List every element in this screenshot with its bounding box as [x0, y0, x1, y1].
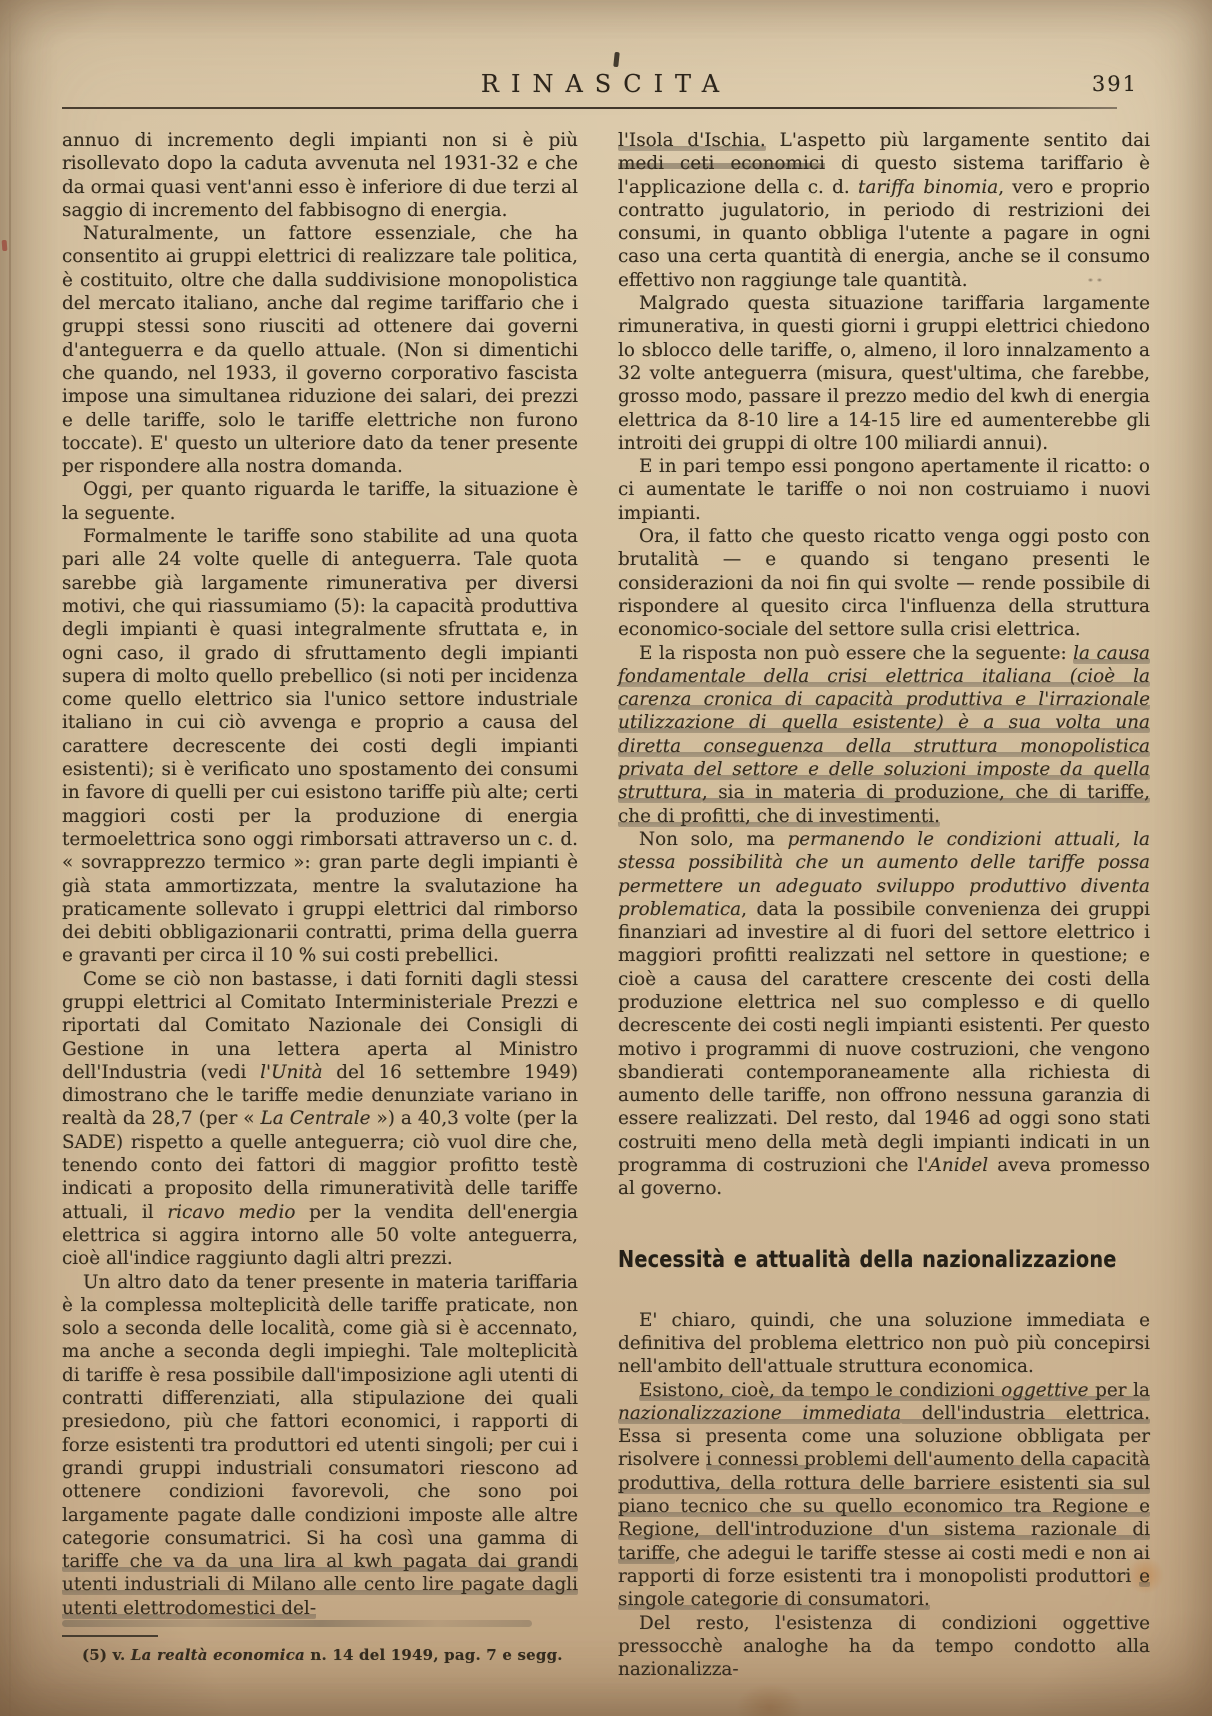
text-run: Un altro dato da tener presente in materia tariffaria è la complessa molteplicità delle tariffe praticate, non solo a seconda delle località, come già si è accennato, ma anche a seconda degli impieghi. Tale molteplicità di tariffe è resa possibile dall'imposizione agli utenti di contratti differenziati, alla stipulazione dei quali presiedono, più che fattori economici, i rapporti di forze esistenti tra produttori ed utenti singoli; per cui i grandi gruppi industriali consumatori riescono ad ottenere condizioni favorevoli, che sono poi largamente pagate dalle condizioni imposte alle altre categorie consumatrici. Si ha così una gamma di — [62, 1271, 578, 1549]
footnote-rule — [62, 1635, 158, 1637]
text-run: La Centrale — [260, 1108, 371, 1130]
text-run: E la risposta non può essere che la seguente: — [639, 642, 1074, 664]
text-run: E in pari tempo essi pongono apertamente il ricatto: o ci aumentate le tariffe o noi non costruiamo i nuovi impianti. — [618, 456, 1150, 524]
text-run: l'Unità — [260, 1061, 323, 1083]
text-run: Del resto, l'esistenza di condizioni oggettive pressocchè analoghe ha da tempo condotto alla nazionalizza- — [618, 1612, 1150, 1681]
text-run: aveva promesso al governo. — [618, 1155, 1150, 1200]
pencil-marked-text: medi ceti economici — [618, 153, 826, 175]
paragraph — [618, 1309, 1150, 1379]
paragraph — [62, 129, 578, 222]
text-run: Ora, il fatto che questo ricatto venga oggi posto con brutalità — e quando si tengano presenti le considerazioni da noi fin qui svolte — rende possibile di rispondere al quesito circa l'influenza della struttura economico-sociale del settore sulla crisi elettrica. — [618, 526, 1150, 641]
pencil-marked-text: e singole categorie di consumatori. — [618, 1565, 1150, 1611]
paragraph — [62, 968, 578, 1271]
paragraph — [618, 455, 1150, 525]
paragraph — [618, 828, 1150, 1201]
pencil-marked-text: , sia in materia di produzione, che di tariffe, che di profitti, che di investimenti. — [618, 782, 1150, 827]
footnote — [62, 1620, 578, 1681]
text-run: del 16 settembre 1949) dimostrano che le tariffe medie denunziate variano in realtà da 28,7 (per « — [62, 1061, 578, 1130]
text-run: Anidel — [928, 1155, 989, 1177]
text-run: Essa si presenta come una soluzione obbligata per risolvere — [618, 1426, 1150, 1471]
right-column — [618, 129, 1150, 1681]
text-run: permanendo le condizioni attuali, la stessa possibilità che un aumento delle tariffe possa permettere un adeguato sviluppo produttivo diventa problematica — [618, 828, 1150, 920]
paper-crease — [9, 0, 11, 1716]
text-run: Come se ciò non bastasse, i dati forniti dagli stessi gruppi elettrici al Comitato Interministeriale Prezzi e riportati dal Comitato Nazionale dei Consigli di Gestione in una lettera aperta al Ministro dell'Industria (vedi — [62, 968, 578, 1083]
text-run: di questo sistema tariffario è l'applicazione della c. d. — [618, 153, 1150, 198]
text-run: E' chiaro, quindi, che una soluzione immediata e definitiva del problema elettrico non può più concepirsi nell'ambito dell'attuale struttura economica. — [618, 1309, 1150, 1378]
pencil-marked-text: nazionalizzazione immediata — [618, 1402, 902, 1424]
right-column-text — [618, 129, 1150, 1681]
paragraph — [62, 478, 578, 525]
pencil-speck — [1086, 276, 1104, 284]
text-run: La realtà economica — [130, 1646, 305, 1664]
text-run: Oggi, per quanto riguarda le tariffe, la situazione è la seguente. — [62, 479, 578, 524]
text-run: ») a 40,3 volte (per la SADE) rispetto a quelle anteguerra; ciò vuol dire che, tenendo conto dei fattori di maggior profitto testè indicati a proposito della rimuneratività delle tariffe attuali, il — [62, 1108, 579, 1223]
text-run: Naturalmente, un fattore essenziale, che ha consentito ai gruppi elettrici di realizzare tale politica, è costituito, oltre che dalla suddivisione monopolistica del mercato italiano, anche dal regime tariffario che i gruppi stessi sono riusciti ad ottenere dai governi d'anteguerra e da quello attuale. (Non si dimentichi che quando, nel 1933, il governo corporativo fascista impose una simultanea riduzione dei salari, dei prezzi e delle tariffe, solo le tariffe elettriche non furono toccate). E' questo un ulteriore dato da tener presente per rispondere alla nostra domanda. — [62, 223, 578, 478]
text-run: Formalmente le tariffe sono stabilite ad una quota pari alle 24 volte quelle di anteguerra. Tale quota sarebbe già largamente rimunerativa per diversi motivi, che qui riassumiamo (5): la capacità produttiva degli impianti è quasi integralmente sfruttata e, in ogni caso, il grado di sfruttamento degli impianti supera di molto quello prebellico (si noti per incidenza come quello elettrico sia l'unico settore industriale italiano in cui ciò avvenga e proprio a causa del carattere decrescente dei costi degli impianti esistenti); si è verificato uno spostamento dei consumi in favore di quelli per cui esistono tariffe più alte; certi maggiori costi per la produzione di energia termoelettrica sono oggi rimborsati attraverso un c. d. « sovrapprezzo termico »: gran parte degli impianti è già stata ammortizzata, mentre la svalutazione ha praticamente sollevato i gruppi elettrici dal rimborso dei debiti obbligazionarii contratti, prima della guerra e gravanti per circa il 10 % sui costi prebellici. — [62, 526, 578, 967]
red-speck — [2, 240, 8, 251]
pencil-marked-text: oggettive — [1001, 1379, 1089, 1401]
section-heading: Necessità e attualità della nazionalizzazione — [618, 1246, 1117, 1273]
paragraph — [618, 292, 1150, 455]
left-column-text — [62, 129, 578, 1620]
paragraph — [62, 222, 578, 478]
text-run: tariffa binomia — [858, 176, 999, 198]
left-column — [62, 129, 579, 1664]
footnote-text — [62, 1646, 578, 1665]
pencil-smudge — [62, 1620, 532, 1627]
pencil-marked-text: per la — [1088, 1379, 1150, 1401]
text-run: L'aspetto più largamente sentito dai — [765, 130, 1150, 151]
text-run: , che adegui le tariffe stesse ai costi medi e non ai rapporti di forze esistenti tra i monopolisti produttori — [618, 1542, 1150, 1587]
text-run: Malgrado questa situazione tariffaria largamente rimunerativa, in questi giorni i gruppi elettrici chiedono lo sblocco delle tariffe, o, almeno, il loro innalzamento a 32 volte anteguerra (misura, quest'ultima, che farebbe, grosso modo, passare il prezzo medio del kwh di energia elettrica da 8-10 lire a 14-15 lire ed aumenterebbe gli introiti dei gruppi di oltre 100 miliardi annui). — [618, 293, 1150, 454]
text-run: annuo di incremento degli impianti non si è più risollevato dopo la caduta avvenuta nel 1931-32 e che da ormai quasi vent'anni esso è inferiore di due terzi al saggio di incremento del fabbisogno di energia. — [62, 130, 578, 221]
page-number: 391 — [1091, 72, 1138, 96]
paragraph — [618, 642, 1150, 828]
page-header — [0, 0, 1212, 98]
paragraph — [62, 525, 578, 968]
text-run: n. 14 del 1949, pag. 7 e segg. — [304, 1646, 563, 1664]
pencil-marked-text: tariffe che va da una lira al kwh pagata dai grandi utenti industriali di Milano alle cento lire pagate dagli utenti elettrodomestici del- — [62, 1551, 578, 1619]
paragraph — [618, 129, 1150, 292]
paragraph — [618, 1612, 1150, 1682]
pencil-marked-text: l'Isola d'Ischia. — [618, 130, 766, 151]
pencil-marked-text: i connessi problemi dell'aumento della capacità produttiva, della rottura delle barriere esistenti sia sul piano tecnico che su quello economico tra Regione e Regione, dell'introduzione d'un sistema razionale di tariffe — [618, 1449, 1151, 1564]
paragraph — [62, 1271, 578, 1620]
text-run: Non solo, ma — [639, 828, 788, 850]
text-run: (5) v. — [82, 1646, 131, 1664]
pencil-marked-text: la causa fondamentale della crisi elettrica italiana (cioè la carenza cronica di capacità produttiva e l'irrazionale utilizzazione di quella esistente) è a sua volta una diretta conseguenza della struttura monopolistica privata del settore e delle soluzioni imposte da quella struttura — [618, 642, 1150, 804]
paragraph — [618, 1379, 1150, 1612]
pencil-marked-text: Esistono, cioè, da tempo le condizioni — [639, 1379, 1002, 1401]
text-columns — [0, 109, 1212, 1681]
text-run: , data la possibile convenienza dei gruppi finanziari ad investire al di fuori del settore elettrico i maggiori profitti realizzati nel settore in questione; e cioè a causa del carattere crescente dei costi della produzione elettrica nel suo complesso e di quello decrescente dei costi negli impianti esistenti. Per questo motivo i programmi di nuove costruzioni, che vengono sbandierati contemporaneamente alla richiesta di aumento delle tariffe, non offrono nessuna garanzia di essere realizzati. Del resto, dal 1946 ad oggi sono stati costruiti meno della metà degli impianti indicati in un programma di costruzioni che l' — [618, 898, 1150, 1177]
text-run: ricavo medio — [167, 1201, 296, 1223]
pencil-marked-text: dell'industria elettrica. — [901, 1402, 1150, 1424]
text-run: , vero e proprio contratto jugulatorio, in periodo di restrizioni dei consumi, in quanto obbliga l'utente a pagare in ogni caso una certa quantità di energia, anche se il consumo effettivo non raggiunge tale quantità. — [618, 176, 1150, 291]
paragraph — [618, 525, 1150, 641]
text-run: per la vendita dell'energia elettrica si aggira intorno alle 50 volte anteguerra, cioè all'indice raggiunto dagli altri prezzi. — [62, 1201, 579, 1270]
journal-title: RINASCITA — [480, 70, 732, 98]
